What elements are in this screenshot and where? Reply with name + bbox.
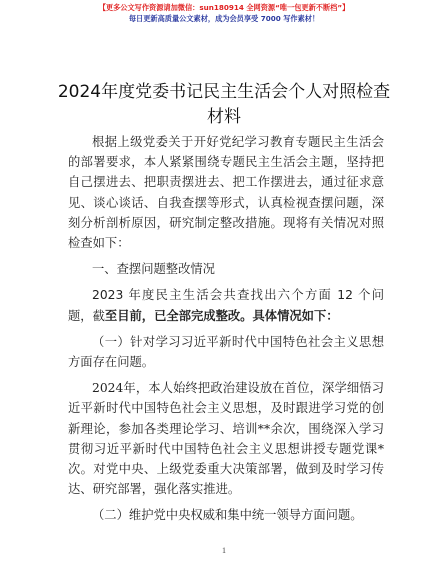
intro-paragraph: 根据上级党委关于开好党纪学习教育专题民主生活会的部署要求，本人紧紧围绕专题民主生活会主题，坚持把自己摆进去、把职责摆进去、把工作摆进去，通过征求意见、谈心谈话、自我查摆等形式，认真检视查摆问题，深刻分析剖析原因，研究制定整改措施。现将有关情况对照检查如下： [68, 135, 384, 251]
promo-line-membership: 每日更新高质量公文素材，成为会员享受 7000 写作素材！ [128, 14, 320, 23]
rectification-summary-paragraph [68, 285, 384, 325]
subsection-1-paragraph: 2024年，本人始终把政治建设放在首位，深学细悟习近平新时代中国特色社会主义思想，及时跟进学习党的创新理论，参加各类理论学习、培训**余次，围绕深入学习贯彻习近平新时代中国特色社会主义思想讲授专题党课*次。对党中央、上级党委重大决策部署，做到及时学习传达、研究部署，强化落实推进。 [68, 381, 384, 497]
page-number: 1 [222, 546, 226, 555]
document-title: 2024年度党委书记民主生活会个人对照检查材料 [57, 82, 391, 127]
subsection-heading-2: （二）维护党中央权威和集中统一领导方面问题。 [92, 508, 363, 523]
section-heading-1: 一、查摆问题整改情况 [92, 262, 215, 277]
promo-banner [0, 3, 448, 24]
subsection-heading-1: （一）针对学习习近平新时代中国特色社会主义思想方面存在问题。 [68, 334, 384, 370]
rectification-summary-line1: 2023 年度民主生活会共查找出六个方面 12 个问题，截 [68, 288, 384, 323]
promo-line-wechat: 【更多公文写作资源请加微信：sun180914 全网资源“唯一包更新不断档”】 [98, 3, 350, 12]
rectification-summary-line2: 至目前，已全部完成整改。具体情况如下： [104, 307, 339, 323]
document-body [68, 132, 384, 526]
